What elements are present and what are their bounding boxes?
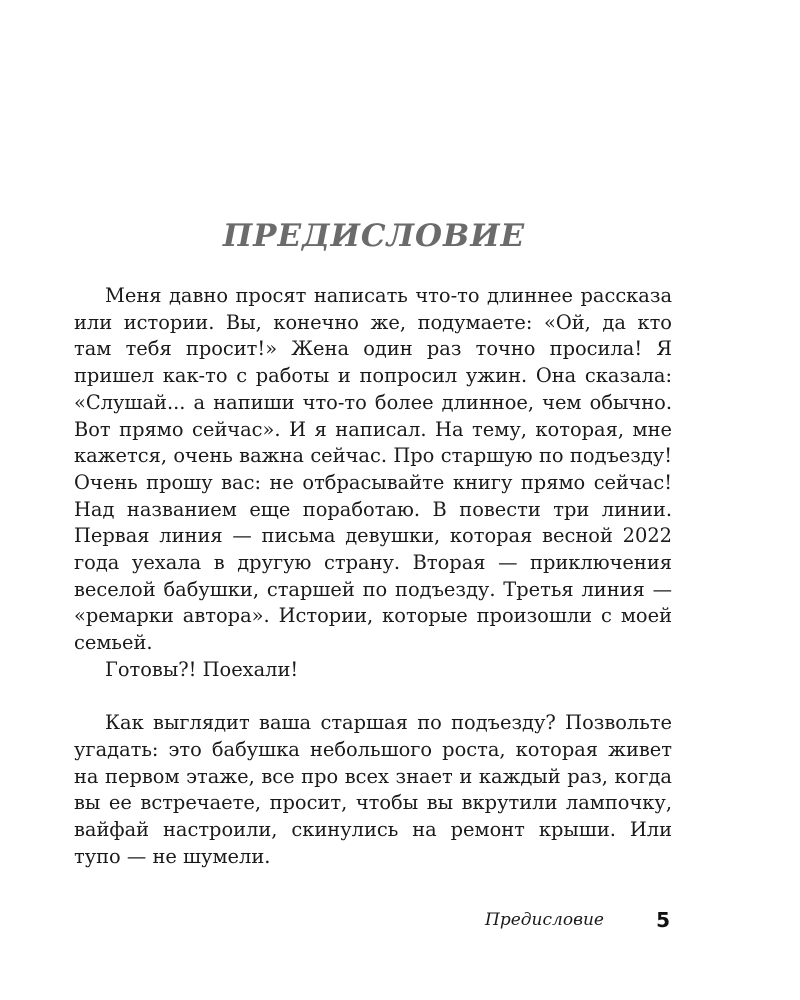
- paragraph: Меня давно просят написать что-то длиннее рассказа или истории. Вы, конечно же, подумаете: «Ой, да кто там тебя просит!» Жена один раз точно просила! Я пришел как-то с работы и попросил ужин. Она сказала: «Слушай... а напиши что-то более длинное, чем обычно. Вот прямо сейчас». И я написал. На тему, которая, мне кажется, очень важна сейчас. Про старшую по подъезду! Очень прошу вас: не отбрасывайте книгу прямо сейчас! Над названием еще поработаю. В повести три линии. Первая линия — письма девушки, которая весной 2022 года уехала в другую страну. Вторая — приключения веселой бабушки, старшей по подъезду. Третья линия — «ремарки автора». Истории, которые произошли с моей семьей.: [74, 284, 672, 655]
- paragraph: Как выглядит ваша старшая по подъезду? Позвольте угадать: это бабушка небольшого роста, которая живет на первом этаже, все про всех знает и каждый раз, когда вы ее встречаете, просит, чтобы вы вкрутили лампочку, вайфай настроили, скинулись на ремонт крыши. Или тупо — не шумели.: [74, 711, 672, 868]
- paragraph: Готовы?! Поехали!: [105, 657, 299, 681]
- running-title: Предисловие: [485, 910, 604, 930]
- chapter-title: ПРЕДИСЛОВИЕ: [222, 218, 526, 254]
- page-footer: [74, 908, 672, 938]
- page-number: 5: [656, 908, 670, 932]
- body-text: [74, 283, 672, 870]
